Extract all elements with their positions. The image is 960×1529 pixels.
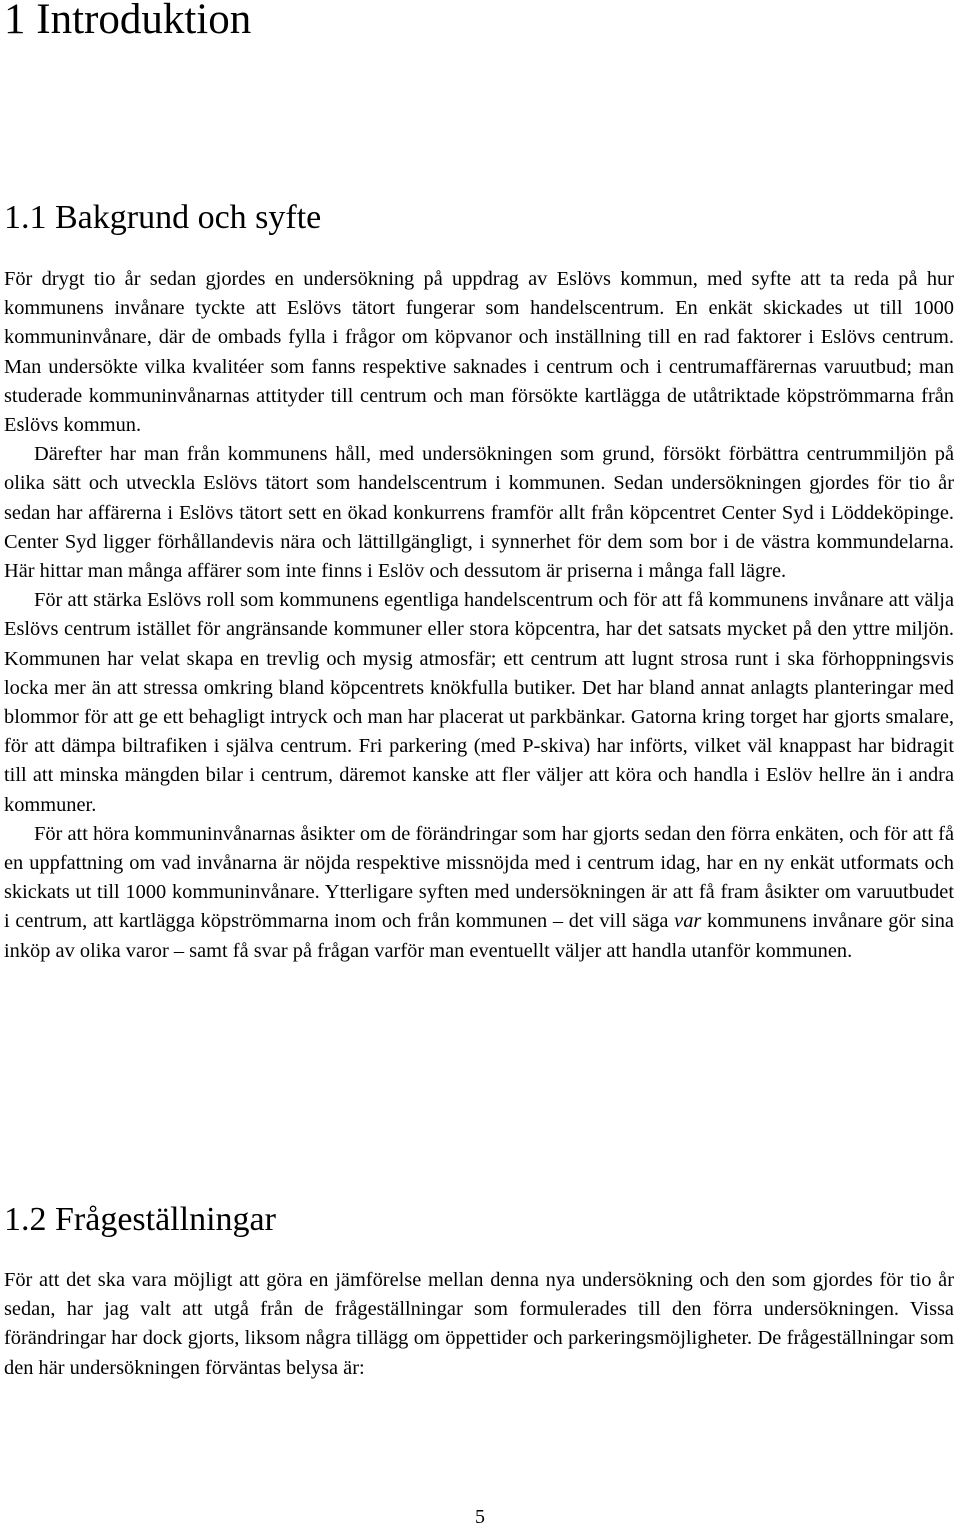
section-heading-fragestallningar: 1.2 Frågeställningar: [4, 1201, 276, 1238]
paragraph-4: [4, 820, 954, 966]
paragraph-4-text-b: kommunens invånare gör sina inköp av olika varor – samt få svar på frågan varför man eventuellt väljer att handla utanför kommunen.: [4, 910, 954, 962]
section-body-bakgrund: [4, 265, 954, 966]
page-number: [0, 1505, 960, 1529]
paragraph-3: För att stärka Eslövs roll som kommunens egentliga handelscentrum och för att få kommunens invånare att välja Eslövs centrum istället för angränsande kommuner eller stora köpcentra, har det satsats mycket på den yttre miljön. Kommunen har velat skapa en trevlig och mysig atmosfär; ett centrum att lugnt strosa runt i ska förhoppningsvis locka mer än att stressa omkring bland köpcentrets knökfulla butiker. Det har bland annat anlagts planteringar med blommor för att ge ett behagligt intryck och man har placerat ut parkbänkar. Gatorna kring torget har gjorts smalare, för att dämpa biltrafiken i själva centrum. Fri parkering (med P-skiva) har införts, vilket väl knappast har bidragit till att minska mängden bilar i centrum, däremot kanske att fler väljer att köra och handla i Eslöv hellre än i andra kommuner.: [4, 589, 954, 816]
paragraph-5: För att det ska vara möjligt att göra en jämförelse mellan denna nya undersökning och den som gjordes för tio år sedan, har jag valt att utgå från de frågeställningar som formulerades till den förra undersökningen. Vissa förändringar har dock gjorts, liksom några tillägg om öppettider och parkeringsmöjligheter. De frågeställningar som den här undersökningen förväntas belysa är:: [4, 1269, 954, 1379]
chapter-heading: 1 Introduktion: [4, 0, 252, 43]
section-body-fragestallningar: [4, 1266, 954, 1383]
paragraph-4-emphasis: var: [674, 910, 702, 933]
paragraph-2: Därefter har man från kommunens håll, med undersökningen som grund, försökt förbättra centrummiljön på olika sätt och utveckla Eslövs tätort som handelscentrum i kommunen. Sedan undersökningen gjordes för tio år sedan har affärerna i Eslövs tätort sett en ökad konkurrens framför allt från köpcentret Center Syd i Löddeköpinge. Center Syd ligger förhållandevis nära och lättillgängligt, i synnerhet för dem som bor i de västra kommundelarna. Här hittar man många affärer som inte finns i Eslöv och dessutom är priserna i många fall lägre.: [4, 443, 954, 583]
page-number-text: 5: [475, 1506, 485, 1528]
paragraph-1: För drygt tio år sedan gjordes en undersökning på uppdrag av Eslövs kommun, med syfte att ta reda på hur kommunens invånare tyckte att Eslövs tätort fungerar som handelscentrum. En enkät skickades ut till 1000 kommuninvånare, där de ombads fylla i frågor om köpvanor och inställning till en rad faktorer i Eslövs centrum. Man undersökte vilka kvalitéer som fanns respektive saknades i centrum och i centrumaffärernas varuutbud; man studerade kommuninvånarnas attityder till centrum och man försökte kartlägga de utåtriktade köpströmmarna från Eslövs kommun.: [4, 268, 954, 437]
section-heading-bakgrund: 1.1 Bakgrund och syfte: [4, 199, 322, 236]
paragraph-4-text-a: För att höra kommuninvånarnas åsikter om de förändringar som har gjorts sedan den förra enkäten, och för att få en uppfattning om vad invånarna är nöjda respektive missnöjda med i centrum idag, har en ny enkät utformats och skickats ut till 1000 kommuninvånare. Ytterligare syften med undersökningen är att få fram åsikter om varuutbudet i centrum, att kartlägga köpströmmarna inom och från kommunen – det vill säga: [4, 822, 954, 933]
